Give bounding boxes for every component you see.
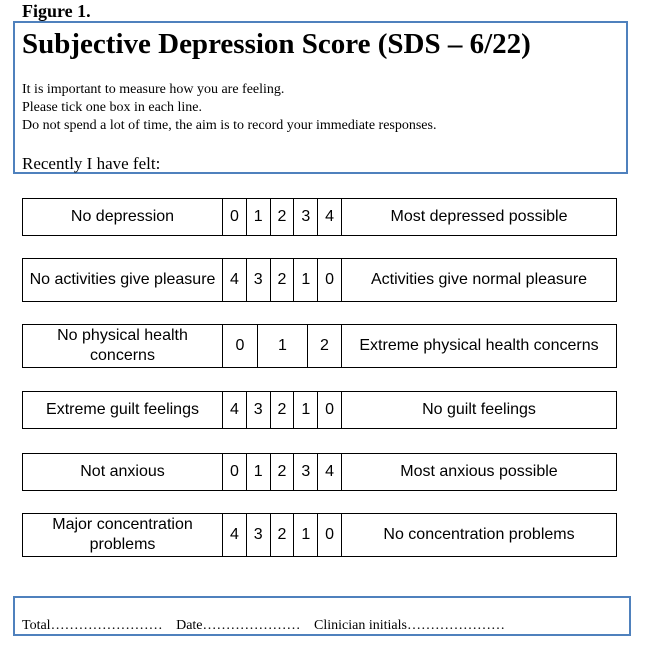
row-right-label: Extreme physical health concerns xyxy=(341,325,616,367)
row-right-label: Most depressed possible xyxy=(341,199,616,235)
score-box[interactable]: 0 xyxy=(229,208,239,225)
instruction-line: Please tick one box in each line. xyxy=(22,100,202,115)
score-box[interactable]: 2 xyxy=(270,514,294,556)
row-right-label: No guilt feelings xyxy=(341,392,616,428)
score-box[interactable]: 2 xyxy=(307,325,341,367)
row-left-label: No activities give pleasure xyxy=(23,259,223,301)
score-box[interactable]: 4 xyxy=(317,454,341,490)
score-box[interactable]: 3 xyxy=(246,392,270,428)
score-box[interactable]: 3 xyxy=(293,454,317,490)
score-box[interactable]: 0 xyxy=(229,463,239,480)
row-left-label: No physical health concerns xyxy=(23,325,223,367)
scale-row-guilt xyxy=(22,391,617,429)
row-right-label: No concentration problems xyxy=(341,514,616,556)
score-box[interactable]: 3 xyxy=(246,259,270,301)
score-box[interactable]: 1 xyxy=(257,325,307,367)
row-right-label: Activities give normal pleasure xyxy=(341,259,616,301)
footer-fields xyxy=(22,617,515,635)
score-box[interactable]: 3 xyxy=(293,199,317,235)
instruction-line: It is important to measure how you are feeling. xyxy=(22,82,285,97)
total-field[interactable]: Total…………………… xyxy=(22,618,163,633)
scale-row-anxiety xyxy=(22,453,617,491)
score-box[interactable]: 0 xyxy=(317,514,341,556)
score-box[interactable]: 1 xyxy=(246,199,270,235)
row-right-label: Most anxious possible xyxy=(341,454,616,490)
score-options xyxy=(223,325,341,367)
score-box[interactable]: 3 xyxy=(246,514,270,556)
score-box[interactable]: 1 xyxy=(293,259,317,301)
score-options xyxy=(223,199,341,235)
score-box[interactable]: 1 xyxy=(293,514,317,556)
row-left-label: Not anxious xyxy=(23,454,223,490)
score-options xyxy=(223,514,341,556)
instructions xyxy=(22,81,436,135)
score-box[interactable]: 2 xyxy=(270,454,294,490)
clinician-initials-field[interactable]: Clinician initials………………… xyxy=(314,618,505,633)
page-title: Subjective Depression Score (SDS – 6/22) xyxy=(22,28,531,60)
score-box[interactable]: 0 xyxy=(317,259,341,301)
row-left-label: Extreme guilt feelings xyxy=(23,392,223,428)
footer-box xyxy=(13,596,631,636)
score-options xyxy=(223,454,341,490)
header-box xyxy=(13,21,628,174)
row-left-label: Major concentration problems xyxy=(23,514,223,556)
figure-label: Figure 1. xyxy=(22,1,91,21)
score-options xyxy=(223,259,341,301)
score-box[interactable]: 1 xyxy=(246,454,270,490)
score-box[interactable]: 0 xyxy=(317,392,341,428)
scale-row-concentration xyxy=(22,513,617,557)
score-box[interactable]: 4 xyxy=(229,271,239,288)
instruction-line: Do not spend a lot of time, the aim is to record your immediate responses. xyxy=(22,118,437,133)
row-left-label: No depression xyxy=(23,199,223,235)
scale-row-depression xyxy=(22,198,617,236)
score-box[interactable]: 2 xyxy=(270,199,294,235)
scale-row-physical-health xyxy=(22,324,617,368)
score-options xyxy=(223,392,341,428)
score-box[interactable]: 2 xyxy=(270,392,294,428)
score-box[interactable]: 4 xyxy=(229,526,239,543)
date-field[interactable]: Date………………… xyxy=(176,618,301,633)
score-box[interactable]: 4 xyxy=(317,199,341,235)
score-box[interactable]: 1 xyxy=(293,392,317,428)
score-box[interactable]: 4 xyxy=(229,401,239,418)
scale-row-pleasure xyxy=(22,258,617,302)
score-box[interactable]: 2 xyxy=(270,259,294,301)
score-box[interactable]: 0 xyxy=(235,337,245,354)
lead-in-text: Recently I have felt: xyxy=(22,154,161,173)
